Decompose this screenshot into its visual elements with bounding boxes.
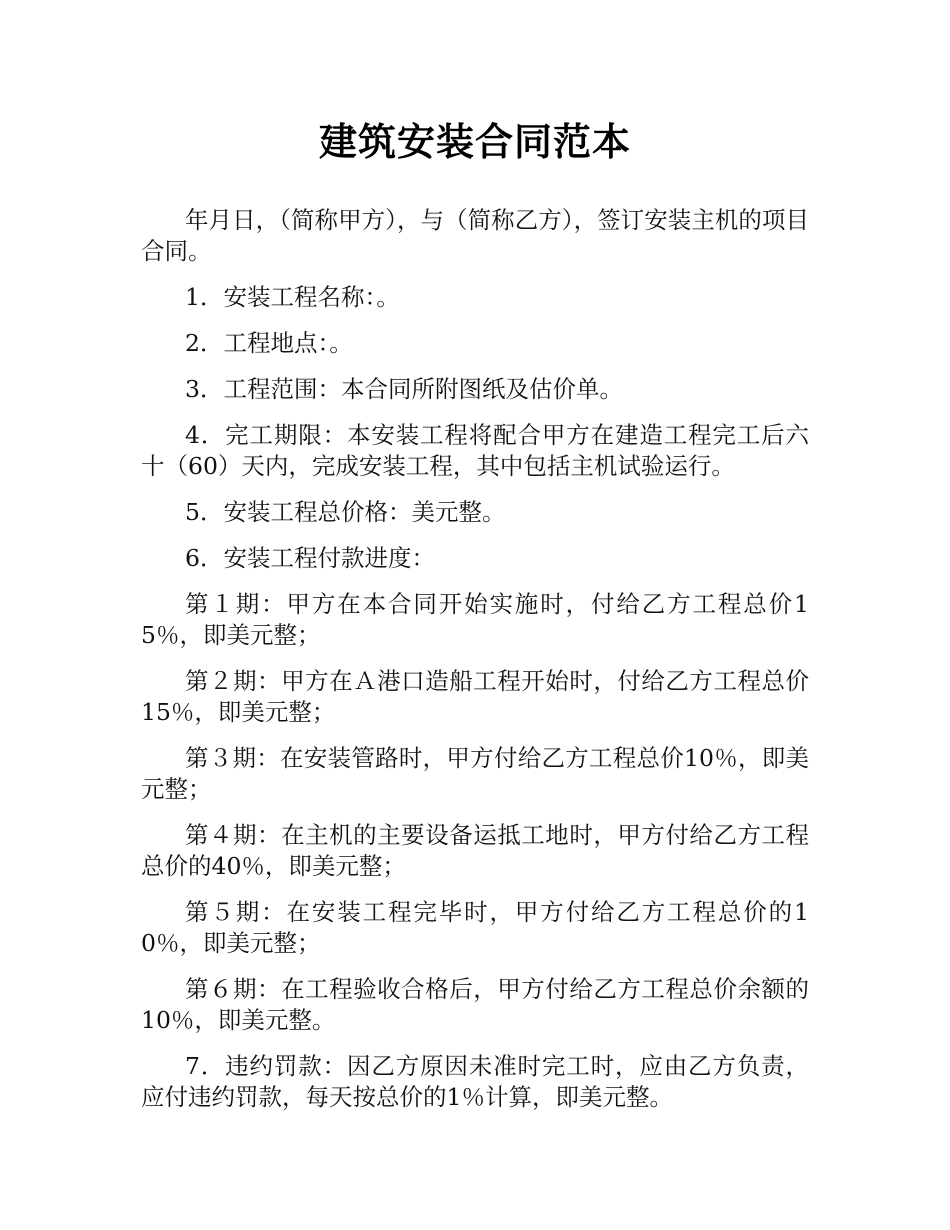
document-title: 建筑安装合同范本 xyxy=(318,120,631,164)
clause-project-name: 1．安装工程名称：。 xyxy=(185,283,400,311)
payment-installment-3: 第３期：在安装管路时，甲方付给乙方工程总价10％，即美元整； xyxy=(141,744,809,803)
clause-penalty: 7．违约罚款：因乙方原因未准时完工时，应由乙方负责，应付违约罚款，每天按总价的1％计算，即美元整。 xyxy=(141,1052,809,1111)
document-body xyxy=(141,205,809,1128)
payment-installment-5: 第５期：在安装工程完毕时，甲方付给乙方工程总价的10％，即美元整； xyxy=(141,898,809,957)
clause-total-price: 5．安装工程总价格：美元整。 xyxy=(185,498,506,526)
clause-project-location: 2．工程地点：。 xyxy=(185,329,353,357)
payment-installment-2: 第２期：甲方在Ａ港口造船工程开始时，付给乙方工程总价15％，即美元整； xyxy=(141,667,809,726)
intro-paragraph: 年月日，（简称甲方），与（简称乙方），签订安装主机的项目合同。 xyxy=(141,206,809,265)
payment-installment-4: 第４期：在主机的主要设备运抵工地时，甲方付给乙方工程总价的40％，即美元整； xyxy=(141,821,809,880)
payment-installment-1: 第１期：甲方在本合同开始实施时，付给乙方工程总价15％，即美元整； xyxy=(141,590,809,649)
clause-completion-deadline: 4．完工期限：本安装工程将配合甲方在建造工程完工后六十（60）天内，完成安装工程，其中包括主机试验运行。 xyxy=(141,421,809,480)
clause-project-scope: 3．工程范围：本合同所附图纸及估价单。 xyxy=(185,375,623,403)
clause-payment-schedule: 6．安装工程付款进度： xyxy=(185,544,435,572)
payment-installment-6: 第６期：在工程验收合格后，甲方付给乙方工程总价余额的10％，即美元整。 xyxy=(141,975,809,1034)
